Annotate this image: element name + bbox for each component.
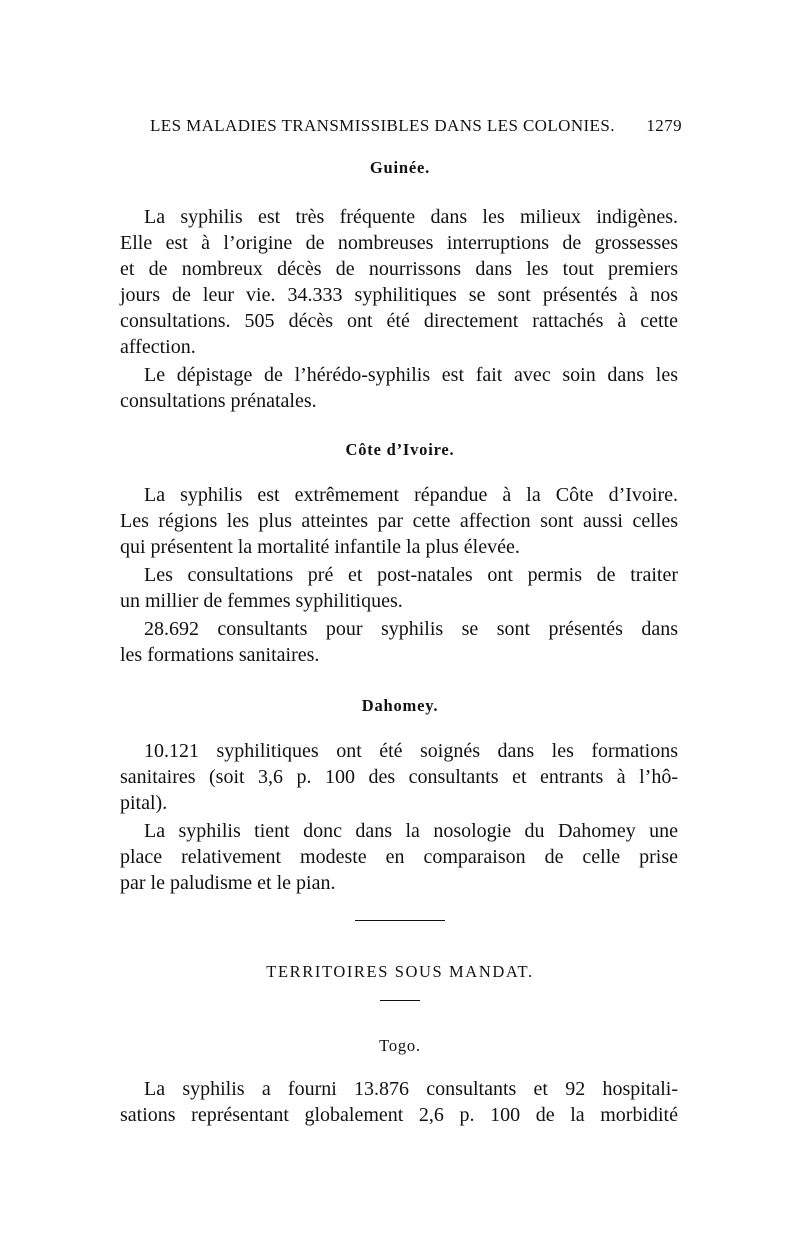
paragraph-line: un millier de femmes syphilitiques. xyxy=(120,590,403,612)
paragraph-line: Les consultations pré et post-natales ont permis de traiter xyxy=(144,564,678,586)
paragraph-line: Le dépistage de l’hérédo-syphilis est fait avec soin dans les xyxy=(144,364,678,386)
section-divider xyxy=(380,1000,420,1001)
heading-cote-ivoire: Côte d’Ivoire. xyxy=(345,440,455,459)
paragraph-line: consultations prénatales. xyxy=(120,390,317,412)
paragraph-line: 10.121 syphilitiques ont été soignés dans les formations xyxy=(144,740,678,762)
heading-dahomey: Dahomey. xyxy=(361,696,439,715)
paragraph-line: sations représentant globalement 2,6 p. 100 de la morbidité xyxy=(120,1104,678,1126)
paragraph-line: 28.692 consultants pour syphilis se sont présentés dans xyxy=(144,618,678,640)
paragraph-line: consultations. 505 décès ont été directement rattachés à cette xyxy=(120,310,678,332)
paragraph-line: Elle est à l’origine de nombreuses interruptions de grossesses xyxy=(120,232,678,254)
section-divider xyxy=(355,920,445,921)
paragraph-line: les formations sanitaires. xyxy=(120,644,320,666)
page-number: 1279 xyxy=(646,116,682,135)
paragraph-line: La syphilis tient donc dans la nosologie du Dahomey une xyxy=(144,820,678,842)
paragraph-line: et de nombreux décès de nourrissons dans les tout premiers xyxy=(120,258,678,280)
paragraph-line: jours de leur vie. 34.333 syphilitiques se sont présentés à nos xyxy=(120,284,678,306)
section-title-territoires: TERRITOIRES SOUS MANDAT. xyxy=(266,962,534,981)
paragraph-line: par le paludisme et le pian. xyxy=(120,872,336,894)
paragraph-line: pital). xyxy=(120,792,168,814)
paragraph-line: La syphilis a fourni 13.876 consultants et 92 hospitali- xyxy=(144,1078,678,1100)
paragraph-line: La syphilis est extrêmement répandue à la Côte d’Ivoire. xyxy=(144,484,678,506)
paragraph-line: affection. xyxy=(120,336,196,358)
header-title: LES MALADIES TRANSMISSIBLES DANS LES COLONIES. xyxy=(150,116,615,135)
heading-togo: Togo. xyxy=(379,1036,421,1055)
heading-guinee: Guinée. xyxy=(369,158,431,177)
paragraph-line: Les régions les plus atteintes par cette affection sont aussi celles xyxy=(120,510,678,532)
paragraph-line: place relativement modeste en comparaison de celle prise xyxy=(120,846,678,868)
paragraph-line: La syphilis est très fréquente dans les milieux indigènes. xyxy=(144,206,678,228)
paragraph-line: qui présentent la mortalité infantile la plus élevée. xyxy=(120,536,520,558)
paragraph-line: sanitaires (soit 3,6 p. 100 des consultants et entrants à l’hô- xyxy=(120,766,678,788)
